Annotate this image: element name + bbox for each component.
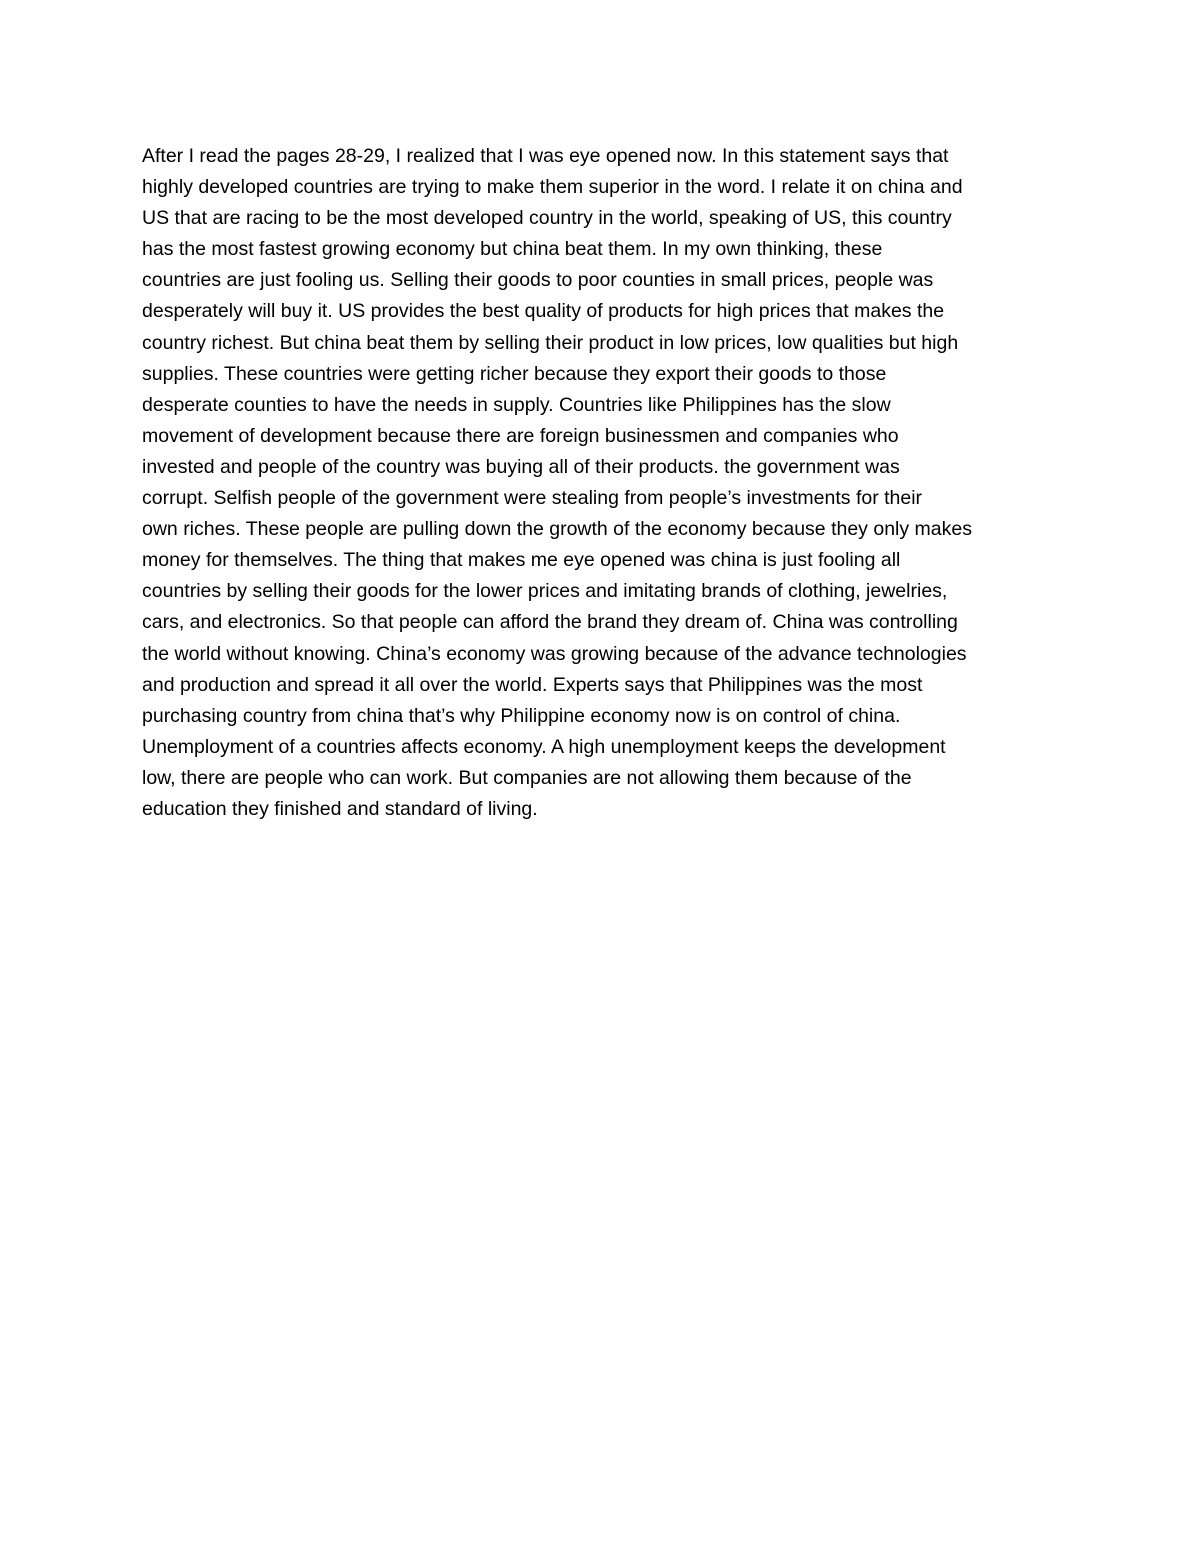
text-line: Unemployment of a countries affects economy. A high unemployment keeps the development xyxy=(142,735,946,758)
text-line: highly developed countries are trying to make them superior in the word. I relate it on china and xyxy=(142,176,963,199)
text-line: After I read the pages 28-29, I realized that I was eye opened now. In this statement says that xyxy=(142,145,949,167)
text-line: supplies. These countries were getting richer because they export their goods to those xyxy=(142,362,887,385)
text-line: US that are racing to be the most developed country in the world, speaking of US, this country xyxy=(142,207,952,230)
text-line: cars, and electronics. So that people can afford the brand they dream of. China was controlling xyxy=(142,611,958,634)
text-line: the world without knowing. China’s economy was growing because of the advance technologies xyxy=(142,642,967,665)
text-line: movement of development because there are foreign businessmen and companies who xyxy=(142,424,899,447)
text-line: money for themselves. The thing that makes me eye opened was china is just fooling all xyxy=(142,549,901,572)
text-line: countries by selling their goods for the lower prices and imitating brands of clothing, jewelries, xyxy=(142,580,948,603)
text-line: desperately will buy it. US provides the best quality of products for high prices that makes the xyxy=(142,300,945,323)
text-line: invested and people of the country was buying all of their products. the government was xyxy=(142,455,900,478)
text-line: country richest. But china beat them by selling their product in low prices, low qualities but high xyxy=(142,331,959,354)
text-line: low, there are people who can work. But companies are not allowing them because of the xyxy=(142,766,912,789)
body-paragraph xyxy=(142,141,1082,825)
text-line: purchasing country from china that’s why Philippine economy now is on control of china. xyxy=(142,704,901,727)
text-line: corrupt. Selfish people of the government were stealing from people’s investments for their xyxy=(142,487,923,510)
text-line: and production and spread it all over the world. Experts says that Philippines was the most xyxy=(142,673,923,696)
text-line: countries are just fooling us. Selling their goods to poor counties in small prices, people was xyxy=(142,269,934,292)
text-line: desperate counties to have the needs in supply. Countries like Philippines has the slow xyxy=(142,393,891,416)
text-line: has the most fastest growing economy but china beat them. In my own thinking, these xyxy=(142,238,883,261)
text-line: own riches. These people are pulling down the growth of the economy because they only makes xyxy=(142,518,972,541)
text-line: education they finished and standard of living. xyxy=(142,797,538,820)
